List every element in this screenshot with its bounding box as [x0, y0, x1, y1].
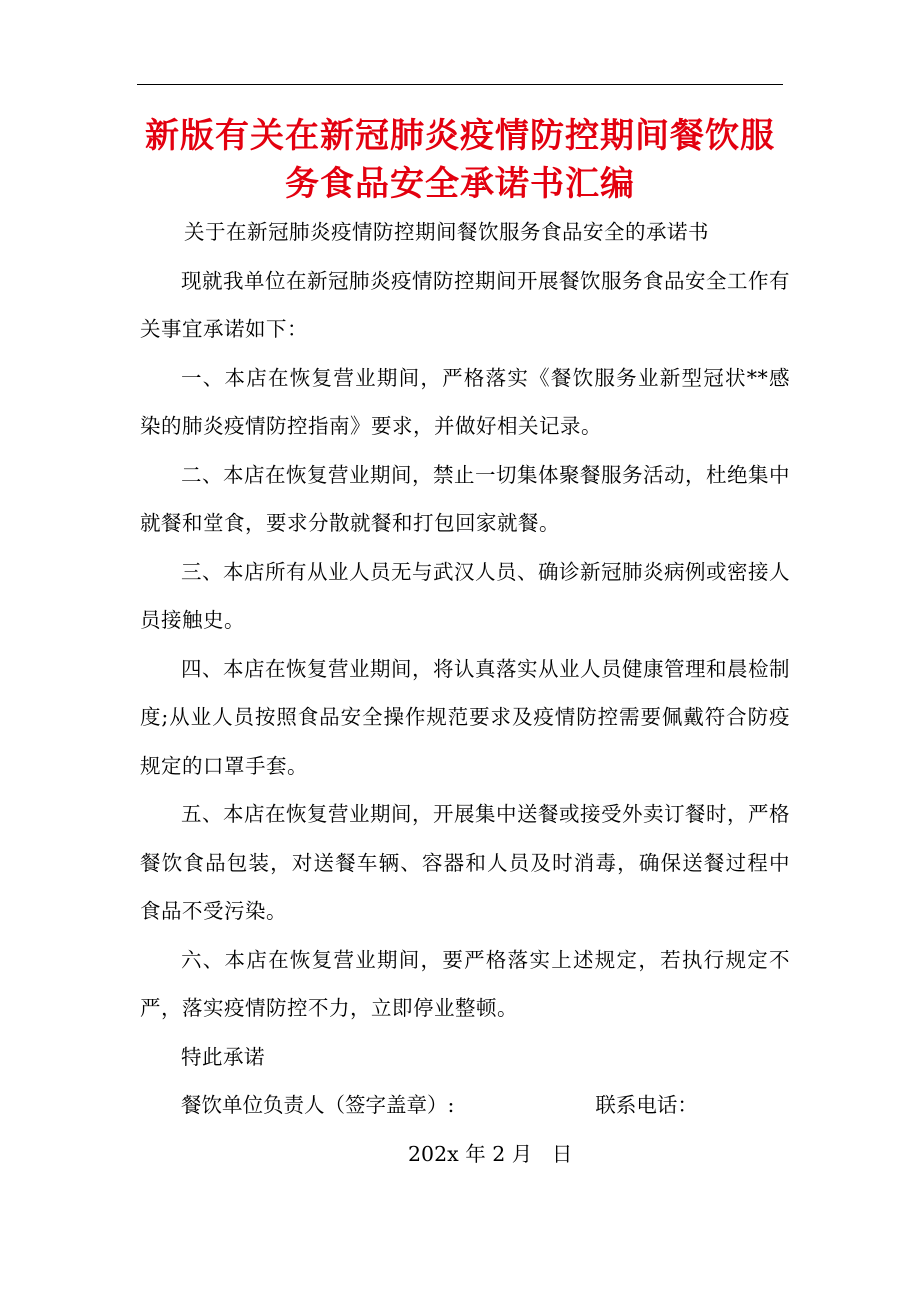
closing-statement: 特此承诺 [181, 1044, 265, 1069]
commitment-item-1: 一、本店在恢复营业期间，严格落实《餐饮服务业新型冠状**感染的肺炎疫情防控指南》要求，并做好相关记录。 [140, 365, 790, 438]
title-line-1: 新版有关在新冠肺炎疫情防控期间餐饮服 [145, 116, 775, 156]
date-line: 202x 年 2 月 日 [408, 1141, 573, 1166]
signature-line [140, 1081, 790, 1130]
document-title [120, 112, 800, 208]
header-rule [137, 84, 783, 85]
commitment-item-4: 四、本店在恢复营业期间，将认真落实从业人员健康管理和晨检制度;从业人员按照食品安全操作规范要求及疫情防控需要佩戴符合防疫规定的口罩手套。 [140, 656, 790, 778]
commitment-item-2: 二、本店在恢复营业期间，禁止一切集体聚餐服务活动，杜绝集中就餐和堂食，要求分散就餐和打包回家就餐。 [140, 462, 790, 535]
commitment-item-6: 六、本店在恢复营业期间，要严格落实上述规定，若执行规定不严，落实疫情防控不力，立即停业整顿。 [140, 947, 790, 1020]
commitment-item-3: 三、本店所有从业人员无与武汉人员、确诊新冠肺炎病例或密接人员接触史。 [140, 559, 790, 632]
intro-paragraph: 现就我单位在新冠肺炎疫情防控期间开展餐饮服务食品安全工作有关事宜承诺如下： [140, 268, 790, 341]
signature-label: 餐饮单位负责人（签字盖章）: [181, 1093, 455, 1117]
commitment-item-5: 五、本店在恢复营业期间，开展集中送餐或接受外卖订餐时，严格餐饮食品包装，对送餐车辆、容器和人员及时消毒，确保送餐过程中食品不受污染。 [140, 802, 790, 923]
subtitle: 关于在新冠肺炎疫情防控期间餐饮服务食品安全的承诺书 [184, 220, 709, 244]
phone-label: 联系电话： [595, 1093, 698, 1117]
title-line-2: 务食品安全承诺书汇编 [285, 164, 635, 204]
document-body [140, 208, 790, 1178]
